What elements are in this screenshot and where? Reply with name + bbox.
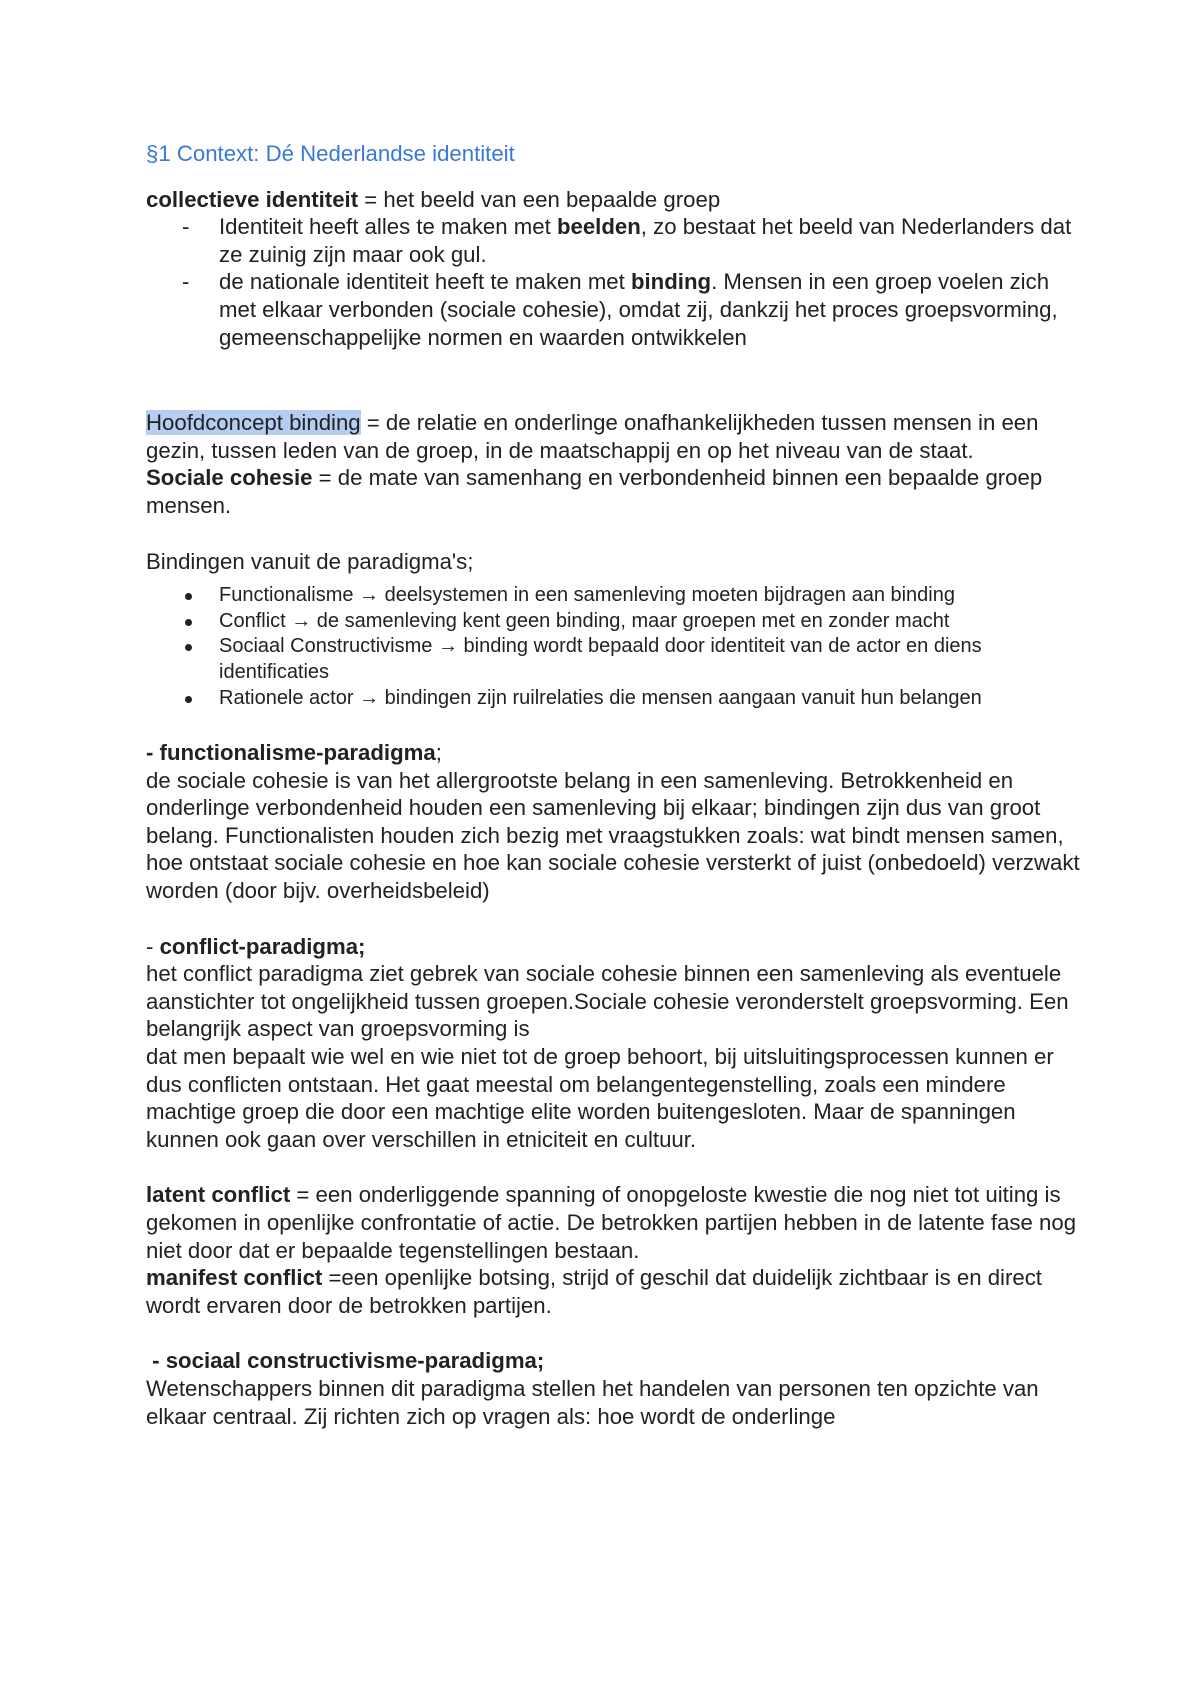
section-heading: §1 Context: Dé Nederlandse identiteit <box>146 141 515 166</box>
list-text: , zo bestaat het beeld van Nederlanders dat ze zuinig zijn maar ook gul. <box>219 214 1072 267</box>
bullet-icon <box>185 696 192 703</box>
highlighted-term: Hoofdconcept binding <box>146 410 361 436</box>
subheading-text: - functionalisme-paradigma <box>146 740 436 766</box>
list-item <box>146 583 1086 609</box>
subheading-text: - sociaal constructivisme-paradigma; <box>146 1348 545 1374</box>
bullet-list <box>146 583 1086 711</box>
paragraph-conflict-1: het conflict paradigma ziet gebrek van sociale cohesie binnen een samenleving als eventuele aanstichter tot ongelijkheid tussen groepen.Sociale cohesie veronderstelt groepsvorming. Een belangrijk aspect van groepsvorming is <box>146 961 1069 1042</box>
term: collectieve identiteit <box>146 186 359 212</box>
list-bold: beelden <box>556 214 641 240</box>
list-item <box>146 609 1086 635</box>
list-item <box>146 634 1086 685</box>
paradigm-intro: Bindingen vanuit de paradigma's; <box>146 548 474 574</box>
subheading-sociaal-constructivisme <box>146 1347 1086 1375</box>
paragraph-functionalisme: de sociale cohesie is van het allergrootste belang in een samenleving. Betrokkenheid en onderlinge verbondenheid houden een samenleving bij elkaar; bindingen zijn dus van groot belang. Functionalisten houden zich bezig met vraagstukken zoals: wat bindt mensen samen, hoe ontstaat sociale cohesie en hoe kan sociale cohesie versterkt of juist (onbedoeld) verzwakt worden (door bijv. overheidsbeleid) <box>146 767 1080 904</box>
term: manifest conflict <box>146 1265 323 1291</box>
list-item <box>146 268 1086 351</box>
definition-manifest-conflict <box>146 1264 1086 1319</box>
list-text: de nationale identiteit heeft te maken met <box>219 269 631 295</box>
list-text: Sociaal Constructivisme → binding wordt bepaald door identiteit van de actor en diens identificaties <box>219 635 982 683</box>
term: latent conflict <box>146 1182 291 1208</box>
definition-text: = het beeld van een bepaalde groep <box>358 186 721 212</box>
subheading-conflict <box>146 933 1086 961</box>
definition-latent-conflict <box>146 1181 1086 1264</box>
subheading-functionalisme <box>146 739 1086 767</box>
list-text: Functionalisme → deelsystemen in een samenleving moeten bijdragen aan binding <box>219 584 955 607</box>
bullet-icon <box>185 593 192 600</box>
list-text: Conflict → de samenleving kent geen binding, maar groepen met en zonder macht <box>219 609 950 632</box>
subheading-suffix: ; <box>435 740 442 766</box>
document-page <box>146 140 1086 1430</box>
definition-hoofdconcept-binding <box>146 409 1086 464</box>
definition-text: = een onderliggende spanning of onopgeloste kwestie die nog niet tot uiting is gekomen in openlijke confrontatie of actie. De betrokken partijen hebben in de latente fase nog niet door dat er bepaalde tegenstellingen bestaan. <box>146 1182 1077 1263</box>
bullet-icon <box>185 644 192 651</box>
definition-sociale-cohesie <box>146 464 1086 519</box>
paragraph-conflict-2: dat men bepaalt wie wel en wie niet tot de groep behoort, bij uitsluitingsprocessen kunnen er dus conflicten ontstaan. Het gaat meestal om belangentegenstelling, zoals een mindere machtige groep die door een machtige elite worden buitengesloten. Maar de spanningen kunnen ook gaan over verschillen in etniciteit en cultuur. <box>146 1044 1054 1152</box>
definition-collectieve-identiteit <box>146 186 1086 214</box>
list-item <box>146 213 1086 268</box>
list-text: Identiteit heeft alles te maken met <box>219 214 557 240</box>
paragraph-sociaal-constructivisme: Wetenschappers binnen dit paradigma stellen het handelen van personen ten opzichte van elkaar centraal. Zij richten zich op vragen als: hoe wordt de onderlinge <box>146 1375 1039 1429</box>
subheading-text: conflict-paradigma; <box>159 933 366 959</box>
list-text: . Mensen in een groep voelen zich met elkaar verbonden (sociale cohesie), omdat zij, dankzij het proces groepsvorming, gemeenschappelijke normen en waarden ontwikkelen <box>219 269 1058 350</box>
dash-list <box>146 213 1086 351</box>
term: Sociale cohesie <box>146 465 313 491</box>
list-text: Rationele actor → bindingen zijn ruilrelaties die mensen aangaan vanuit hun belangen <box>219 686 982 709</box>
definition-text: = de mate van samenhang en verbondenheid binnen een bepaalde groep mensen. <box>146 465 1043 518</box>
definition-text: = de relatie en onderlinge onafhankelijkheden tussen mensen in een gezin, tussen leden van de groep, in de maatschappij en op het niveau van de staat. <box>146 410 1039 463</box>
subheading-prefix: - <box>146 933 160 959</box>
list-item <box>146 686 1086 712</box>
list-bold: binding <box>630 269 712 295</box>
bullet-icon <box>185 619 192 626</box>
definition-text: =een openlijke botsing, strijd of geschil dat duidelijk zichtbaar is en direct wordt ervaren door de betrokken partijen. <box>146 1265 1042 1318</box>
